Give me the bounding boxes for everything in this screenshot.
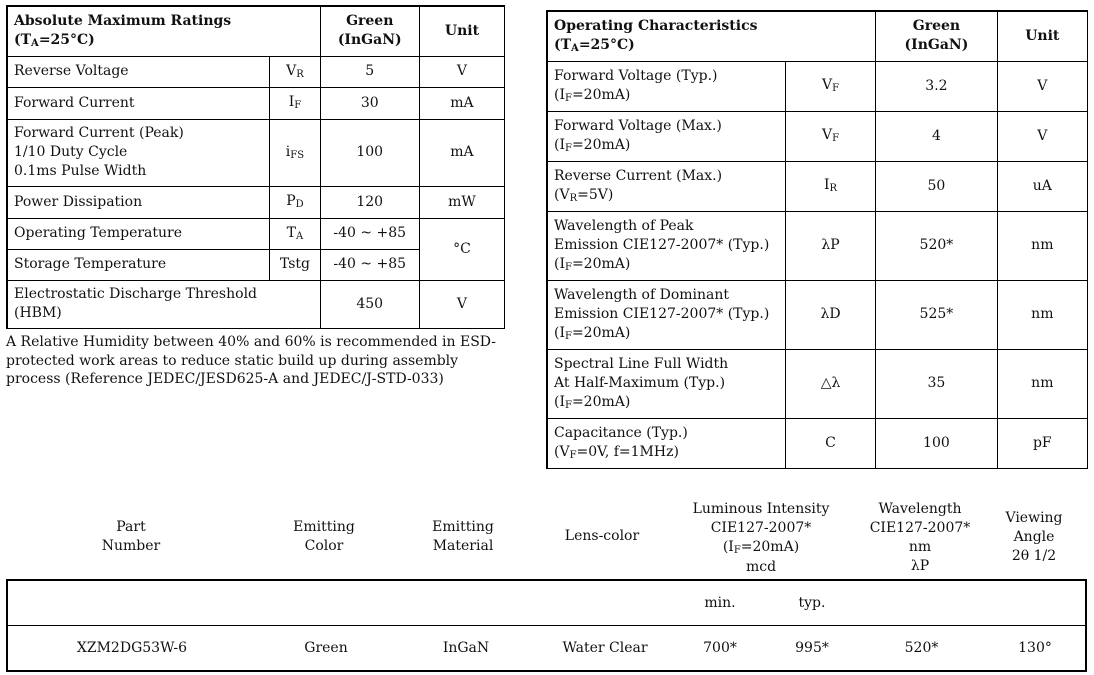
amr-header-unit: Unit [419, 6, 504, 56]
table-row: XZM2DG53W-6 Green InGaN Water Clear 700* 995* 520* 130° [7, 626, 1086, 672]
table-row: Forward Current (Peak) 1/10 Duty Cycle 0.1ms Pulse Width $i_{FS}$ 100 mA [7, 119, 505, 186]
table-row: Electrostatic Discharge Threshold (HBM) 450 V [7, 280, 505, 328]
header-lens-color: Lens-color [564, 528, 640, 544]
table-row: Power Dissipation $P_D$ 120 mW [7, 186, 505, 218]
table-row: Operating Temperature $T_A$ -40 ~ +85 °C [7, 218, 505, 249]
header-emitting-color: Emitting Color [293, 519, 355, 554]
table-row: Wavelength of Peak Emission CIE127-2007* (Typ.) $(I_F=20mA)$ λP 520* nm [547, 211, 1088, 280]
absolute-maximum-ratings-table [6, 5, 505, 329]
table-row: Forward Voltage (Max.) $(I_F=20mA)$ $V_F$ 4 V [547, 111, 1088, 161]
header-emitting-material: Emitting Material [432, 519, 494, 554]
header-part-number: Part Number [101, 519, 161, 554]
op-header-unit: Unit [997, 11, 1087, 61]
amr-header-title: Absolute Maximum Ratings $(T_A=25^\circ C)$ [7, 6, 320, 56]
header-viewing-angle: Viewing Angle 2θ 1/2 [1005, 510, 1063, 564]
product-table [6, 579, 1087, 672]
table-row: Storage Temperature Tstg -40 ~ +85 [7, 249, 505, 280]
header-wavelength: Wavelength CIE127-2007* nm λP [869, 501, 971, 574]
operating-characteristics-table [546, 10, 1088, 469]
product-table-headers [6, 500, 1086, 578]
table-row: Spectral Line Full Width At Half-Maximum (Typ.) $(I_F=20mA)$ △λ 35 nm [547, 349, 1088, 418]
op-header-green: Green (InGaN) [876, 11, 997, 61]
header-luminous-intensity: Luminous Intensity CIE127-2007* $(I_F=20mA)$ mcd [692, 501, 830, 575]
table-row: min. typ. [704, 594, 826, 611]
table-row: Reverse Voltage $V_R$ 5 V [7, 56, 505, 87]
table-row: Reverse Current (Max.) $(V_R=5V)$ $I_R$ 50 uA [547, 161, 1088, 211]
table-row: Forward Voltage (Typ.) $(I_F=20mA)$ $V_F$ 3.2 V [547, 61, 1088, 111]
amr-header-green: Green (InGaN) [320, 6, 419, 56]
table-row: Forward Current $I_F$ 30 mA [7, 87, 505, 119]
table-row: Wavelength of Dominant Emission CIE127-2007* (Typ.) $(I_F=20mA)$ λD 525* nm [547, 280, 1088, 349]
table-row: Capacitance (Typ.) ($V_F=0V$, f=1MHz) C 100 pF [547, 418, 1088, 468]
esd-note: A Relative Humidity between 40% and 60% is recommended in ESD-protected work areas to reduce static build up during assembly process (Reference JEDEC/JESD625-A and JEDEC/J-STD-033) [6, 334, 497, 387]
op-header-title: Operating Characteristics $(T_A=25^\circ C)$ [547, 11, 876, 61]
